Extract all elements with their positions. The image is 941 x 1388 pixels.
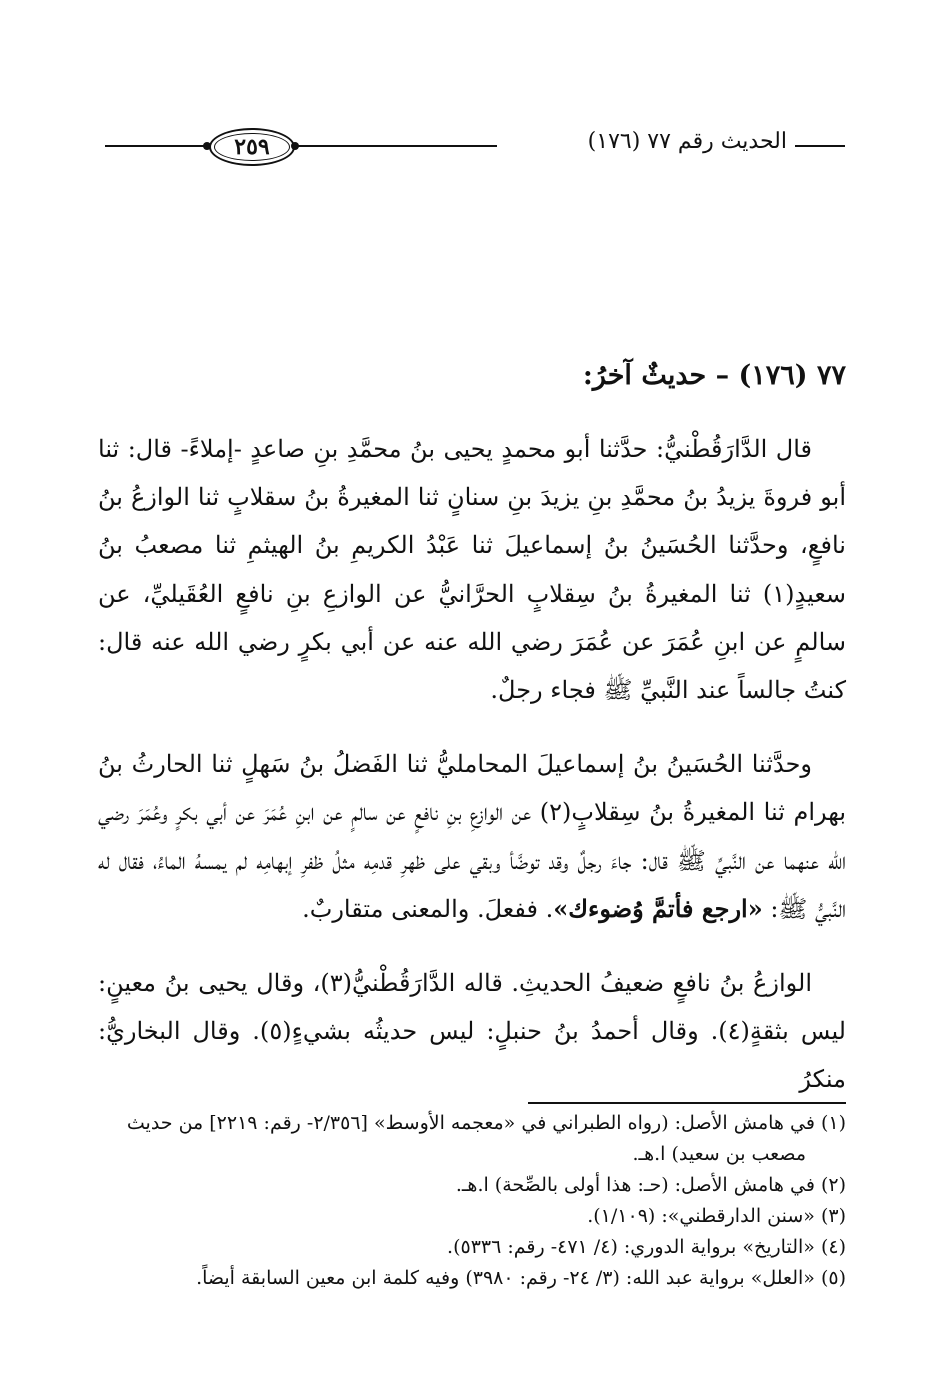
- footnotes: [98, 1108, 846, 1294]
- header-rule: [105, 145, 207, 147]
- running-header: [105, 124, 845, 168]
- footnote-1: (١) في هامش الأصل: (رواه الطبراني في «معجمه الأوسط» [٢/٣٥٦- رقم: ٢٢١٩] من حديث: [126, 1112, 846, 1134]
- paragraph: [98, 740, 846, 933]
- footnote-5: (٥) «العلل» برواية عبد الله: (٣/ ٢٤- رقم: ٣٩٨٠) وفيه كلمة ابن معين السابقة أيضاً.: [196, 1267, 846, 1289]
- header-rule: [795, 145, 845, 147]
- main-text: [98, 360, 846, 1130]
- footnote-separator: [528, 1102, 846, 1104]
- footnote-1-continuation: مصعب بن سعيد) ا.هـ.: [632, 1143, 806, 1165]
- prophetic-quote: «ارجع فأتمَّ وُضوءك»: [553, 893, 763, 923]
- paragraph-tail: . ففعلَ. والمعنى متقاربٌ.: [302, 894, 554, 923]
- header-rule: [295, 145, 497, 147]
- paragraph-text: وحدَّثنا الحُسَينُ بنُ إسماعيلَ المحامليُّ ثنا الفَضلُ بنُ سَهلٍ ثنا الحارثُ بنُ بهرام ثنا المغيرةُ بنُ سِقلابٍ(٢) عن الوازعِ بنِ نافعٍ عن سالمٍ عن ابنِ عُمَرَ عن أبي بكرٍ وعُمَرَ رضي الله عنهما عن النَّبيِّ ﷺ قال: جاءَ رجلٌ وقد توضَّأ وبقي على ظهرِ قدمِه مثلُ ظفرِ إبهامِه لم يمسهُ الماءُ، فقال له النَّبيُّ ﷺ:: [98, 750, 846, 923]
- paragraph: قال الدَّارَقُطْنيُّ: حدَّثنا أبو محمدٍ يحيى بنُ محمَّدِ بنِ صاعدٍ -إملاءً- قال: ثنا أبو فروةَ يزيدُ بنُ محمَّدِ بنِ يزيدَ بنِ سنانٍ ثنا المغيرةُ بنُ سقلابٍ ثنا الوازعُ بنُ نافعٍ، وحدَّثنا الحُسَينُ بنُ إسماعيلَ ثنا عَبْدُ الكريمِ بنُ الهيثمِ ثنا مصعبُ بنُ سعيدٍ(١) ثنا المغيرةُ بنُ سِقلابٍ الحرَّانيُّ عن الوازعِ بنِ نافعٍ العُقَيليِّ، عن سالمٍ عن ابنِ عُمَرَ عن عُمَرَ رضي الله عنه عن أبي بكرٍ رضي الله عنه قال: كنتُ جالساً عند النَّبيِّ ﷺ فجاء رجلٌ.: [98, 435, 846, 705]
- footnote-3: (٣) «سنن الدارقطني»: (١/١٠٩).: [587, 1205, 846, 1227]
- footnote-2: (٢) في هامش الأصل: (حـ: هذا أولى بالصِّحة) ا.هـ.: [455, 1174, 846, 1196]
- paragraph: الوازعُ بنُ نافعٍ ضعيفُ الحديثِ. قاله الدَّارَقُطْنيُّ(٣)، وقال يحيى بنُ معينٍ: ليس بثقةٍ(٤). وقال أحمدُ بنُ حنبلٍ: ليس حديثُه بشيءٍ(٥). وقال البخاريُّ: منكرُ: [98, 969, 846, 1094]
- footnote-4: (٤) «التاريخ» برواية الدوري: (٤/ ٤٧١- رقم: ٥٣٣٦).: [447, 1236, 846, 1258]
- hadith-heading: ٧٧ (١٧٦) – حديثٌ آخرُ:: [582, 360, 846, 391]
- page-number: ٢٥٩: [234, 134, 270, 160]
- page-number-cartouche: [209, 128, 295, 166]
- running-title: الحديث رقم ٧٧ (١٧٦): [587, 129, 787, 154]
